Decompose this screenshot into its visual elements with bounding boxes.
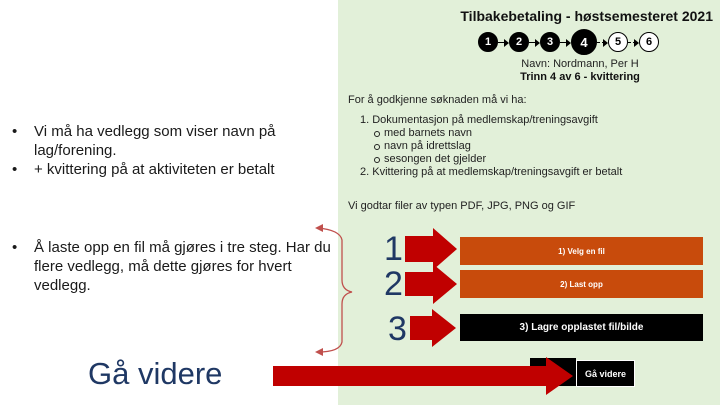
step-status: Trinn 4 av 6 - kvittering [520,71,640,83]
red-arrow-icon [405,228,457,270]
continue-button[interactable]: Gå videre [576,360,635,387]
step-5: 5 [608,32,628,52]
red-arrow-icon [410,309,456,347]
bullet-item: • Vi må ha vedlegg som viser navn på lag/forening. [12,122,322,160]
step-number-2: 2 [384,265,403,303]
red-arrow-icon [405,264,457,304]
bracket-arrowhead-bottom [315,348,323,356]
applicant-name: Navn: Nordmann, Per H [521,58,639,70]
accepted-file-types: Vi godtar filer av typen PDF, JPG, PNG og GIF [348,200,576,212]
step-number-1: 1 [384,230,403,268]
continue-heading: Gå videre [88,356,223,391]
step-number-3: 3 [388,310,407,348]
requirement-item: 2. Kvittering på at medlemskap/treningsavgift er betalt [360,166,623,178]
upload-button[interactable]: 2) Last opp [460,270,703,298]
step-3: 3 [540,32,560,52]
page-title: Tilbakebetaling - høstsemesteret 2021 [460,8,713,24]
step-1: 1 [478,32,498,52]
step-6: 6 [639,32,659,52]
choose-file-button[interactable]: 1) Velg en fil [460,237,703,265]
bracket-icon [318,228,352,352]
requirement-subitem: sesongen det gjelder [348,153,688,166]
bullet-item: • Å laste opp en fil må gjøres i tre steg. Har du flere vedlegg, må dette gjøres for hvert vedlegg. [12,238,332,295]
requirement-item: 1. Dokumentasjon på medlemskap/treningsavgift [360,114,598,126]
bullet-item: • + kvittering på at aktiviteten er betalt [12,160,322,179]
requirement-subitem: med barnets navn [348,127,688,140]
step-2: 2 [509,32,529,52]
step-4-current: 4 [571,29,597,55]
requirement-subitem: navn på idrettslag [348,140,688,153]
bracket-arrowhead-top [315,224,323,232]
requirements-intro: For å godkjenne søknaden må vi ha: [348,94,527,106]
long-red-arrow-icon [273,357,573,395]
save-uploaded-file-button[interactable]: 3) Lagre opplastet fil/bilde [460,314,703,341]
